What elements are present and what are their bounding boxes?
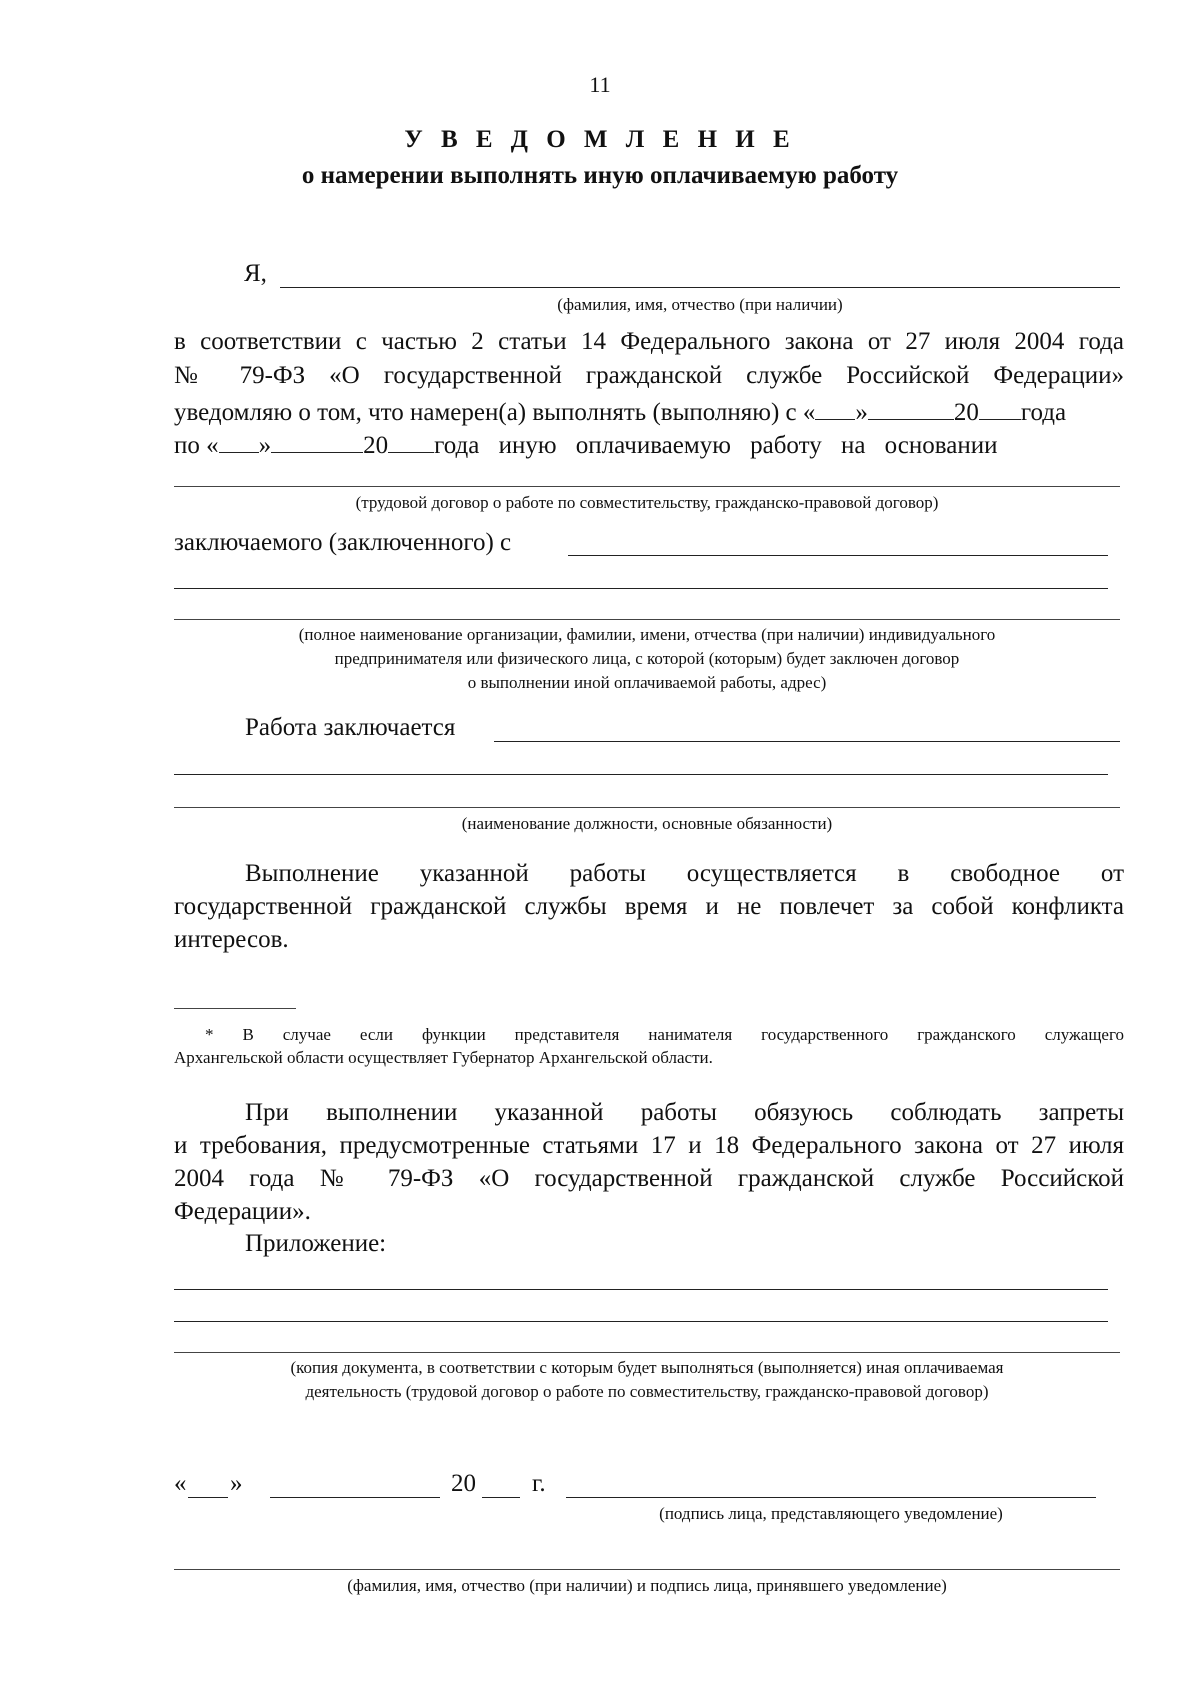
- contract-basis-line[interactable]: [174, 486, 1120, 487]
- full-name-line[interactable]: [280, 287, 1120, 288]
- concluded-with-label: заключаемого (заключенного) с: [174, 529, 512, 556]
- intro-line-4-text: года иную оплачиваемую работу на основании: [434, 432, 998, 459]
- obligation-line-3: 2004 года № 79-ФЗ «О государственной гражданской службе Российской: [174, 1165, 1124, 1192]
- date-close-quote: »: [230, 1470, 243, 1497]
- document-subtitle: о намерении выполнять иную оплачиваемую работу: [301, 162, 899, 189]
- end-month-field[interactable]: [271, 426, 363, 453]
- org-caption-line-3: о выполнении иной оплачиваемой работы, адрес): [467, 673, 827, 692]
- position-line-3[interactable]: [174, 807, 1120, 808]
- start-month-field[interactable]: [868, 393, 954, 420]
- attachment-caption-line-1: (копия документа, в соответствии с которым будет выполняться (выполняется) иная оплачиваемая: [290, 1358, 1004, 1377]
- obligation-line-4: Федерации».: [174, 1198, 311, 1225]
- end-day-field[interactable]: [219, 426, 259, 453]
- intro-line-3-goda: года: [1020, 399, 1067, 426]
- date-year-field[interactable]: [482, 1497, 520, 1498]
- footnote-line-2: Архангельской области осуществляет Губернатор Архангельской области.: [174, 1048, 713, 1067]
- end-year-field[interactable]: [388, 426, 434, 453]
- start-year-field[interactable]: [979, 393, 1021, 420]
- date-open-quote: «: [174, 1470, 187, 1497]
- intro-line-3: [174, 393, 1124, 429]
- footnote-line-1: * В случае если функции представителя нанимателя государственного гражданского служащего: [205, 1025, 1124, 1044]
- signature-caption: (подпись лица, представляющего уведомление): [659, 1504, 1003, 1523]
- start-day-field[interactable]: [815, 393, 855, 420]
- execution-line-1: Выполнение указанной работы осуществляется в свободное от: [245, 860, 1124, 887]
- full-name-caption: (фамилия, имя, отчество (при наличии): [557, 295, 843, 314]
- intro-line-3-text: уведомляю о том, что намерен(а) выполнять (выполняю) с «: [174, 399, 816, 426]
- contract-caption: (трудовой договор о работе по совместительству, гражданско-правовой договор): [355, 493, 939, 512]
- work-is-label: Работа заключается: [245, 714, 456, 741]
- ya-prefix: Я,: [244, 260, 267, 287]
- intro-line-2: № 79-ФЗ «О государственной гражданской службе Российской Федерации»: [174, 362, 1124, 389]
- date-month-field[interactable]: [270, 1497, 440, 1498]
- obligation-line-2: и требования, предусмотренные статьями 17 и 18 Федерального закона от 27 июля: [174, 1132, 1124, 1159]
- date-year-suffix: г.: [532, 1470, 546, 1497]
- organization-line-3[interactable]: [174, 619, 1120, 620]
- organization-line-2[interactable]: [174, 588, 1108, 589]
- intro-line-4: [174, 426, 1124, 462]
- receiver-line[interactable]: [174, 1569, 1120, 1570]
- position-caption: (наименование должности, основные обязанности): [461, 814, 833, 833]
- attachment-label: Приложение:: [245, 1230, 387, 1257]
- org-caption-line-1: (полное наименование организации, фамилии, имени, отчества (при наличии) индивидуального: [298, 625, 996, 644]
- execution-line-2: государственной гражданской службы время и не повлечет за собой конфликта: [174, 893, 1124, 920]
- page-number: 11: [589, 72, 611, 97]
- attachment-line-2[interactable]: [174, 1321, 1108, 1322]
- attachment-caption-line-2: деятельность (трудовой договор о работе по совместительству, гражданско-правовой договор): [305, 1382, 989, 1401]
- intro-line-3-year: 20: [953, 399, 979, 426]
- position-line-2[interactable]: [174, 774, 1108, 775]
- intro-line-1: в соответствии с частью 2 статьи 14 Федерального закона от 27 июля 2004 года: [174, 328, 1124, 355]
- organization-line-1[interactable]: [568, 555, 1108, 556]
- org-caption-line-2: предпринимателя или физического лица, с которой (которым) будет заключен договор: [334, 649, 960, 668]
- attachment-line-1[interactable]: [174, 1289, 1108, 1290]
- intro-line-3-quote: »: [855, 399, 868, 426]
- document-title: У В Е Д О М Л Е Н И Е: [404, 126, 796, 153]
- position-line-1[interactable]: [494, 741, 1120, 742]
- date-year-prefix: 20: [451, 1470, 476, 1497]
- receiver-caption: (фамилия, имя, отчество (при наличии) и подпись лица, принявшего уведомление): [347, 1576, 947, 1595]
- signature-line[interactable]: [566, 1497, 1096, 1498]
- intro-line-4-quote: »: [258, 432, 272, 459]
- attachment-line-3[interactable]: [174, 1352, 1120, 1353]
- obligation-line-1: При выполнении указанной работы обязуюсь соблюдать запреты: [245, 1099, 1124, 1126]
- footnote-separator: [174, 1008, 296, 1009]
- intro-line-4-po: по «: [174, 432, 219, 459]
- intro-line-4-year: 20: [363, 432, 389, 459]
- date-day-field[interactable]: [188, 1497, 228, 1498]
- execution-line-3: интересов.: [174, 926, 289, 953]
